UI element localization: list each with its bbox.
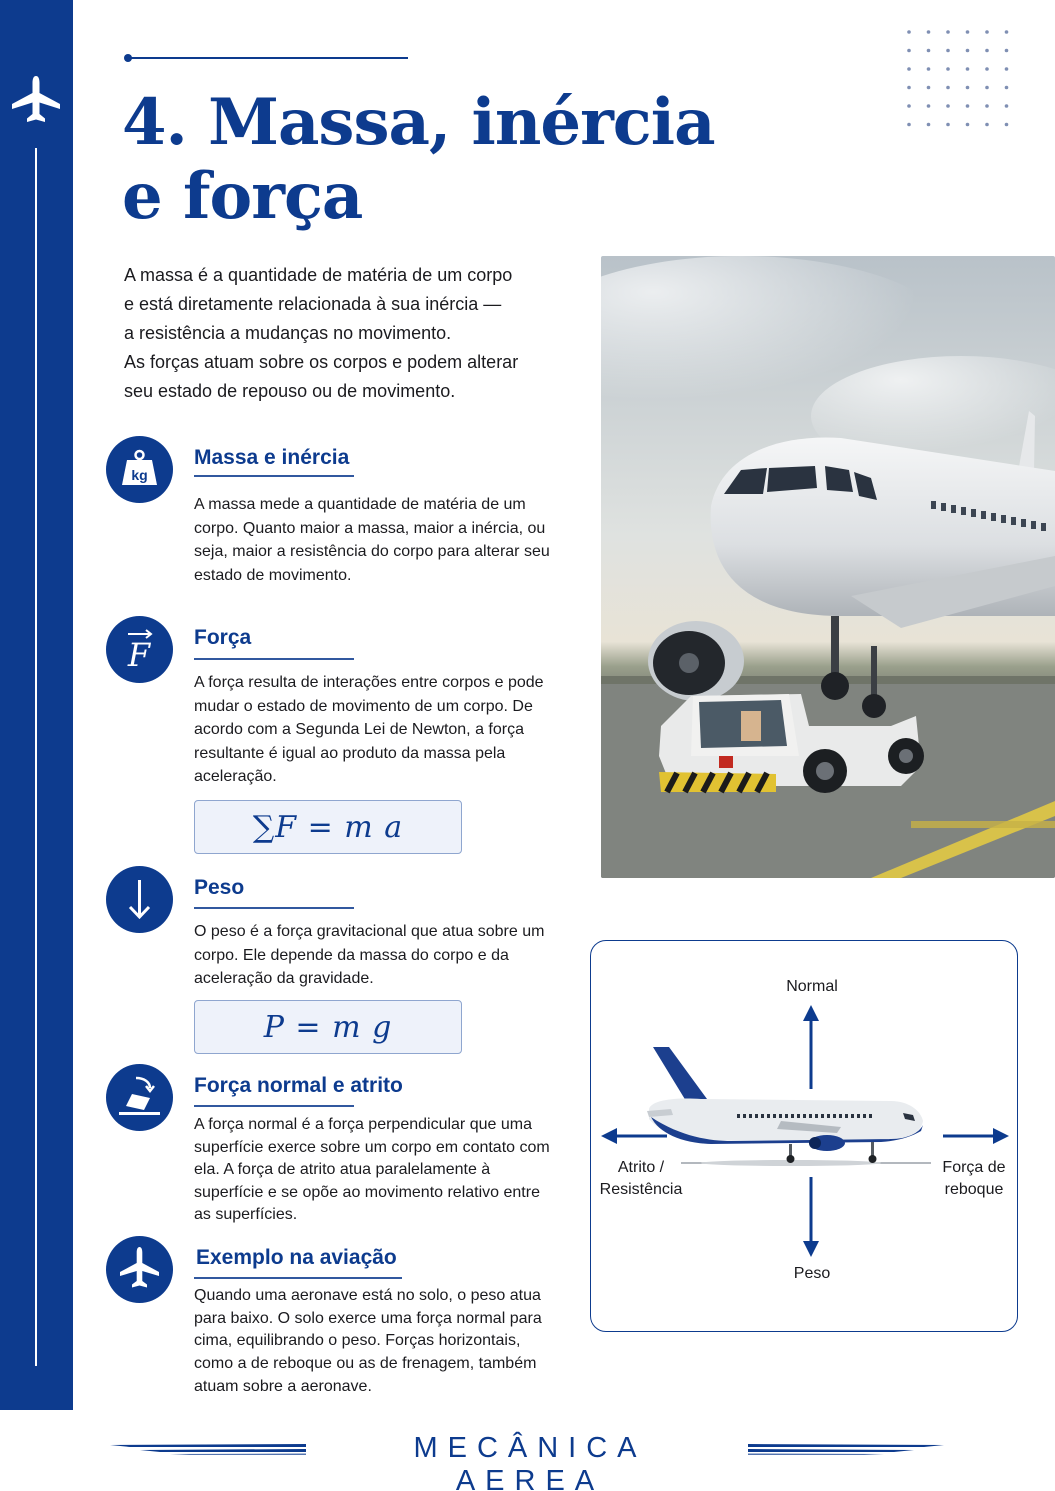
section-underline <box>194 907 354 909</box>
decorative-dot <box>966 123 970 127</box>
peso-arrow <box>803 1177 819 1257</box>
decorative-dot <box>1005 49 1009 53</box>
label-reboque-line-2: reboque <box>944 1181 1004 1198</box>
decorative-dot <box>1005 67 1009 71</box>
decorative-dot <box>1005 123 1009 127</box>
intro-paragraph <box>124 261 564 406</box>
decorative-dot <box>907 49 911 53</box>
section-underline <box>194 658 354 660</box>
label-peso: Peso <box>793 1265 831 1282</box>
sidebar-line <box>35 148 37 1366</box>
force-diagram <box>590 940 1018 1332</box>
section-title: Força normal e atrito <box>194 1074 403 1097</box>
section-title: Força <box>194 626 252 649</box>
decorative-dot <box>907 67 911 71</box>
footer-rule-right <box>748 1442 944 1456</box>
decorative-dot <box>966 67 970 71</box>
atrito-arrow <box>601 1128 667 1144</box>
decorative-dot <box>946 86 950 90</box>
page-title <box>122 86 715 234</box>
label-atrito-line-1: Atrito / <box>617 1159 665 1176</box>
title-line-1: 4. Massa, inércia <box>122 85 715 160</box>
label-atrito-line-2: Resistência <box>599 1181 683 1198</box>
decorative-dot <box>1005 30 1009 34</box>
decorative-dot <box>927 104 931 108</box>
arrow-down-icon <box>106 866 173 933</box>
svg-text:kg: kg <box>131 467 148 483</box>
decorative-dot <box>985 123 989 127</box>
section-massa-inercia <box>106 436 566 596</box>
decorative-dot <box>1005 86 1009 90</box>
decorative-dot <box>927 30 931 34</box>
formula-box-newton: ∑F = m a <box>194 800 462 854</box>
decorative-dot <box>907 104 911 108</box>
section-text: A força normal é a força perpendicular que uma superfície exerce sobre um corpo em contato com ela. A força de atrito atua paralelamente à superfície e se opõe ao movimento relativo entre as superfícies. <box>194 1116 550 1223</box>
section-title: Massa e inércia <box>194 446 350 469</box>
sidebar <box>0 0 73 1410</box>
section-text: O peso é a força gravitacional que atua sobre um corpo. Ele depende da massa do corpo e da aceleração da gravidade. <box>194 923 545 987</box>
decorative-dot <box>946 104 950 108</box>
decorative-dot <box>946 67 950 71</box>
section-peso <box>106 866 566 996</box>
decorative-dot <box>946 49 950 53</box>
section-underline <box>194 475 354 477</box>
label-normal: Normal <box>786 978 838 995</box>
section-normal-atrito <box>106 1064 566 1234</box>
intro-line: seu estado de repouso ou de movimento. <box>124 381 456 401</box>
section-underline <box>194 1277 402 1279</box>
intro-line: a resistência a mudanças no movimento. <box>124 323 452 343</box>
section-text: Quando uma aeronave está no solo, o peso atua para baixo. O solo exerce uma força normal para cima, equilibrando o peso. Forças horizontais, como a de reboque ou as de frenagem, também atuam sobre a aeronave. <box>194 1287 542 1395</box>
decorative-dot <box>927 67 931 71</box>
decorative-dot <box>966 30 970 34</box>
title-line-2: e força <box>122 159 363 234</box>
decorative-dot-grid <box>900 24 1020 129</box>
intro-line: e está diretamente relacionada à sua inércia — <box>124 294 502 314</box>
airplane-with-tow-tractor-photo <box>601 256 1055 878</box>
decorative-dot <box>985 86 989 90</box>
airplane-icon <box>106 1236 173 1303</box>
intro-line: A massa é a quantidade de matéria de um corpo <box>124 265 513 285</box>
footer-brand: MECÂNICA AEREA <box>413 1432 647 1491</box>
decorative-dot <box>985 67 989 71</box>
section-underline <box>194 1105 354 1107</box>
normal-arrow <box>803 1005 819 1089</box>
section-text: A força resulta de interações entre corpos e pode mudar o estado de movimento de um corpo. De acordo com a Segunda Lei de Newton, a força resultante é igual ao produto da massa pela aceleração. <box>194 674 544 785</box>
force-vector-icon <box>106 616 173 683</box>
block-on-surface-icon <box>106 1064 173 1131</box>
airplane-icon <box>10 74 62 126</box>
header-rule <box>126 57 408 59</box>
decorative-dot <box>946 123 950 127</box>
reboque-arrow <box>943 1128 1009 1144</box>
section-title: Exemplo na aviação <box>196 1246 397 1269</box>
decorative-dot <box>985 104 989 108</box>
decorative-dot <box>907 30 911 34</box>
decorative-dot <box>927 123 931 127</box>
label-reboque-line-1: Força de <box>942 1159 1006 1176</box>
weight-kg-icon <box>106 436 173 503</box>
label-atrito <box>593 1157 689 1201</box>
decorative-dot <box>985 49 989 53</box>
section-forca <box>106 616 566 796</box>
decorative-dot <box>966 86 970 90</box>
decorative-dot <box>927 49 931 53</box>
section-title: Peso <box>194 876 245 899</box>
svg-text:F: F <box>127 636 151 674</box>
decorative-dot <box>985 30 989 34</box>
decorative-dot <box>966 104 970 108</box>
decorative-dot <box>927 86 931 90</box>
decorative-dot <box>907 123 911 127</box>
decorative-dot <box>907 86 911 90</box>
formula-box-peso: P = m g <box>194 1000 462 1054</box>
decorative-dot <box>966 49 970 53</box>
airplane-side-view-icon <box>647 1047 923 1163</box>
section-exemplo-aviacao <box>106 1236 566 1426</box>
decorative-dot <box>946 30 950 34</box>
label-reboque <box>929 1157 1019 1201</box>
decorative-dot <box>1005 104 1009 108</box>
footer-rule-left <box>110 1442 306 1456</box>
section-text: A massa mede a quantidade de matéria de um corpo. Quanto maior a massa, maior a inércia, ou seja, maior a resistência do corpo para alterar seu estado de movimento. <box>194 496 550 584</box>
intro-line: As forças atuam sobre os corpos e podem alterar <box>124 352 519 372</box>
